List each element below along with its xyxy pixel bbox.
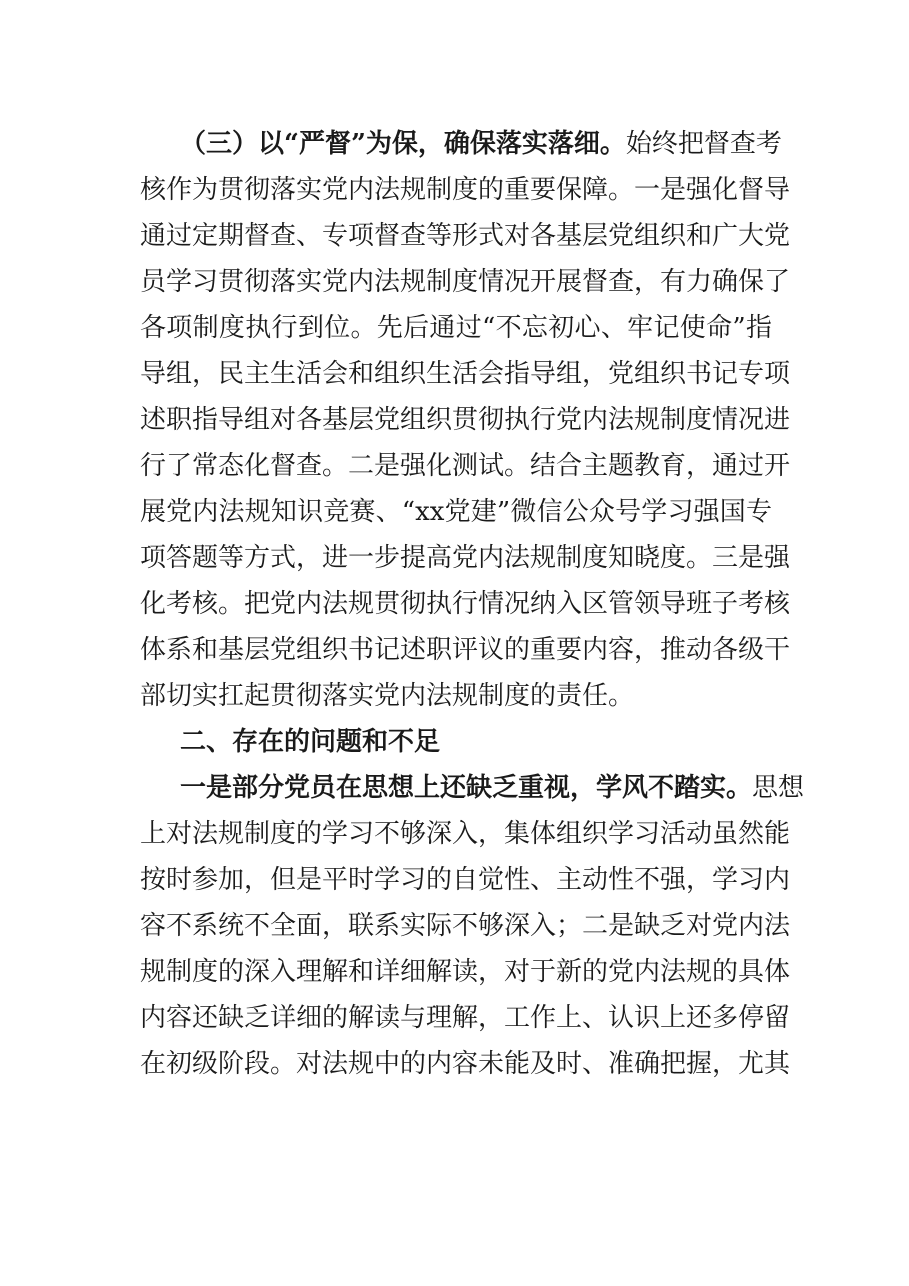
- paragraph-2-line-7: 在初级阶段。对法规中的内容未能及时、准确把握，尤其: [140, 1049, 791, 1079]
- paragraph-2-line-2: 上对法规制度的学习不够深入，集体组织学习活动虽然能: [140, 819, 791, 849]
- paragraph-2-line-3: 按时参加，但是平时学习的自觉性、主动性不强，学习内: [140, 865, 791, 895]
- paragraph-2-line-5: 规制度的深入理解和详细解读，对于新的党内法规的具体: [140, 957, 791, 987]
- paragraph-1-line-3: 通过定期督查、专项督查等形式对各基层党组织和广大党: [140, 221, 791, 251]
- paragraph-1-line-6: 导组，民主生活会和组织生活会指导组，党组织书记专项: [140, 359, 791, 389]
- paragraph-1-text: 始终把督查考: [625, 129, 782, 159]
- paragraph-1-line-2: 核作为贯彻落实党内法规制度的重要保障。一是强化督导: [140, 175, 791, 205]
- paragraph-2-text: 思想: [752, 773, 805, 803]
- paragraph-2-line-1: [180, 765, 805, 811]
- paragraph-1-line-9: 展党内法规知识竞赛、“xx党建”微信公众号学习强国专: [140, 497, 772, 527]
- paragraph-1-line-5: 各项制度执行到位。先后通过“不忘初心、牢记使命”指: [140, 313, 772, 343]
- paragraph-1-line-1: [180, 121, 782, 167]
- paragraph-1-line-12: 体系和基层党组织书记述职评议的重要内容，推动各级干: [140, 635, 791, 665]
- paragraph-2-heading: 一是部分党员在思想上还缺乏重视，学风不踏实。: [180, 773, 753, 803]
- paragraph-1-heading: （三）以“严督”为保，确保落实落细。: [180, 129, 626, 159]
- paragraph-1-line-10: 项答题等方式，进一步提高党内法规制度知晓度。三是强: [140, 543, 791, 573]
- paragraph-1-line-13: 部切实扛起贯彻落实党内法规制度的责任。: [140, 681, 635, 711]
- paragraph-1-line-7: 述职指导组对各基层党组织贯彻执行党内法规制度情况进: [140, 405, 791, 435]
- paragraph-1-line-4: 员学习贯彻落实党内法规制度情况开展督查，有力确保了: [140, 267, 791, 297]
- paragraph-2-line-6: 内容还缺乏详细的解读与理解，工作上、认识上还多停留: [140, 1003, 791, 1033]
- paragraph-1-line-11: 化考核。把党内法规贯彻执行情况纳入区管领导班子考核: [140, 589, 791, 619]
- paragraph-2-line-4: 容不系统不全面，联系实际不够深入；二是缺乏对党内法: [140, 911, 791, 941]
- paragraph-1-line-8: 行了常态化督查。二是强化测试。结合主题教育，通过开: [140, 451, 791, 481]
- section-2-title: 二、存在的问题和不足: [180, 727, 441, 757]
